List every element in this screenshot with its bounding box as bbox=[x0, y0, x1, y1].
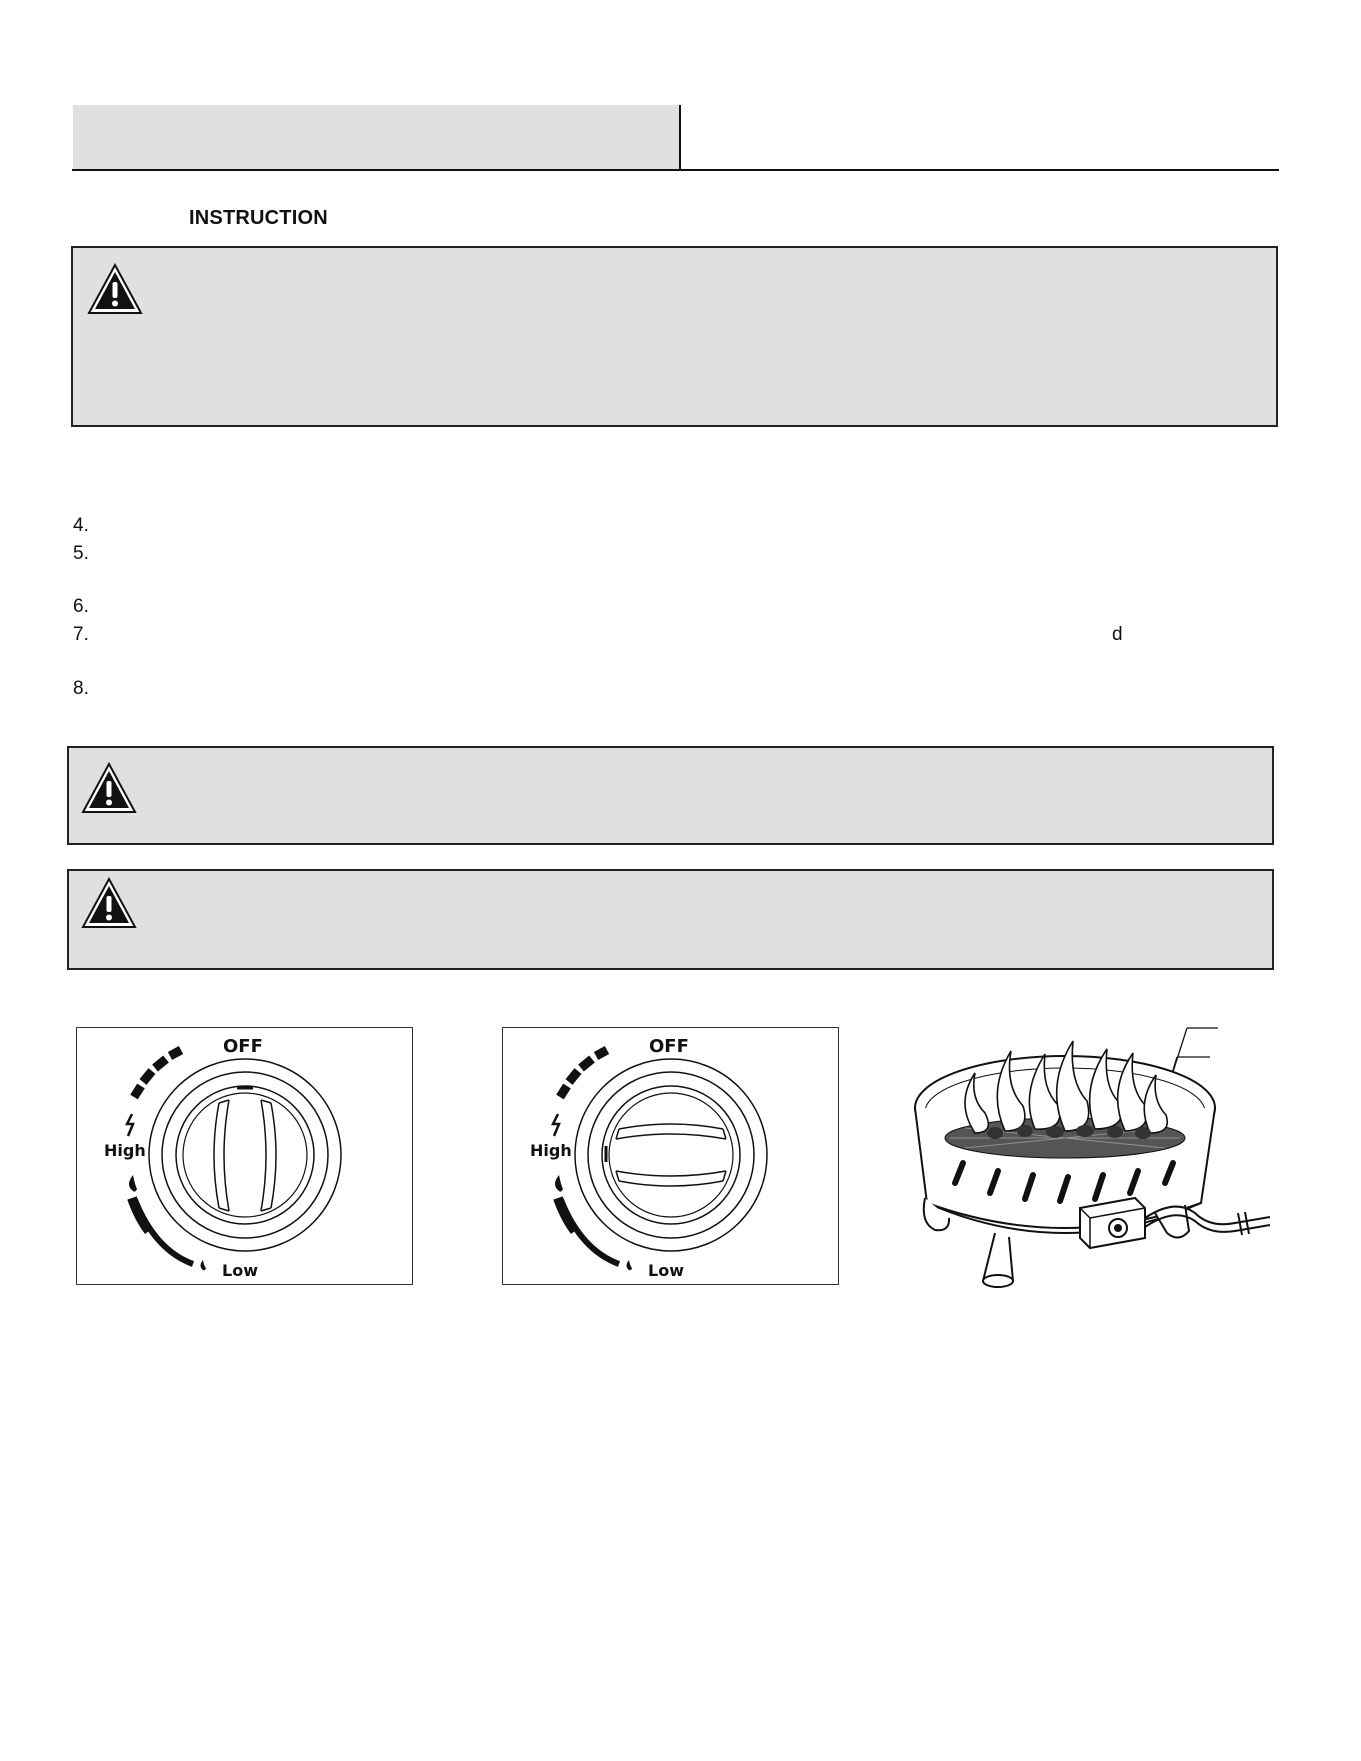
knob-low-label: Low bbox=[648, 1261, 684, 1280]
warning-box bbox=[67, 746, 1274, 845]
warning-box bbox=[67, 869, 1274, 970]
knob-high-label: High bbox=[530, 1141, 572, 1160]
stray-text: d bbox=[1112, 624, 1123, 645]
fire-pit-icon bbox=[905, 1013, 1275, 1303]
warning-triangle-icon bbox=[87, 263, 143, 315]
header-left-panel bbox=[73, 105, 680, 169]
header-rule bbox=[72, 169, 1279, 171]
step-number: 6. bbox=[73, 596, 89, 617]
section-title: INSTRUCTION bbox=[189, 207, 328, 229]
step-number: 8. bbox=[73, 678, 89, 699]
knob-high-label: High bbox=[104, 1141, 146, 1160]
warning-triangle-icon bbox=[81, 877, 137, 929]
knob-figure-1 bbox=[76, 1027, 413, 1285]
knob-figure-2 bbox=[502, 1027, 839, 1285]
header-right-panel bbox=[690, 105, 1278, 169]
control-knob-icon bbox=[503, 1028, 840, 1286]
knob-off-label: OFF bbox=[223, 1036, 263, 1057]
step-number: 5. bbox=[73, 543, 89, 564]
warning-box bbox=[71, 246, 1278, 427]
step-number: 4. bbox=[73, 515, 89, 536]
knob-low-label: Low bbox=[222, 1261, 258, 1280]
warning-triangle-icon bbox=[81, 762, 137, 814]
fire-pit-figure bbox=[905, 1013, 1275, 1303]
header-divider bbox=[679, 105, 681, 170]
knob-off-label: OFF bbox=[649, 1036, 689, 1057]
step-number: 7. bbox=[73, 624, 89, 645]
control-knob-icon bbox=[77, 1028, 414, 1286]
